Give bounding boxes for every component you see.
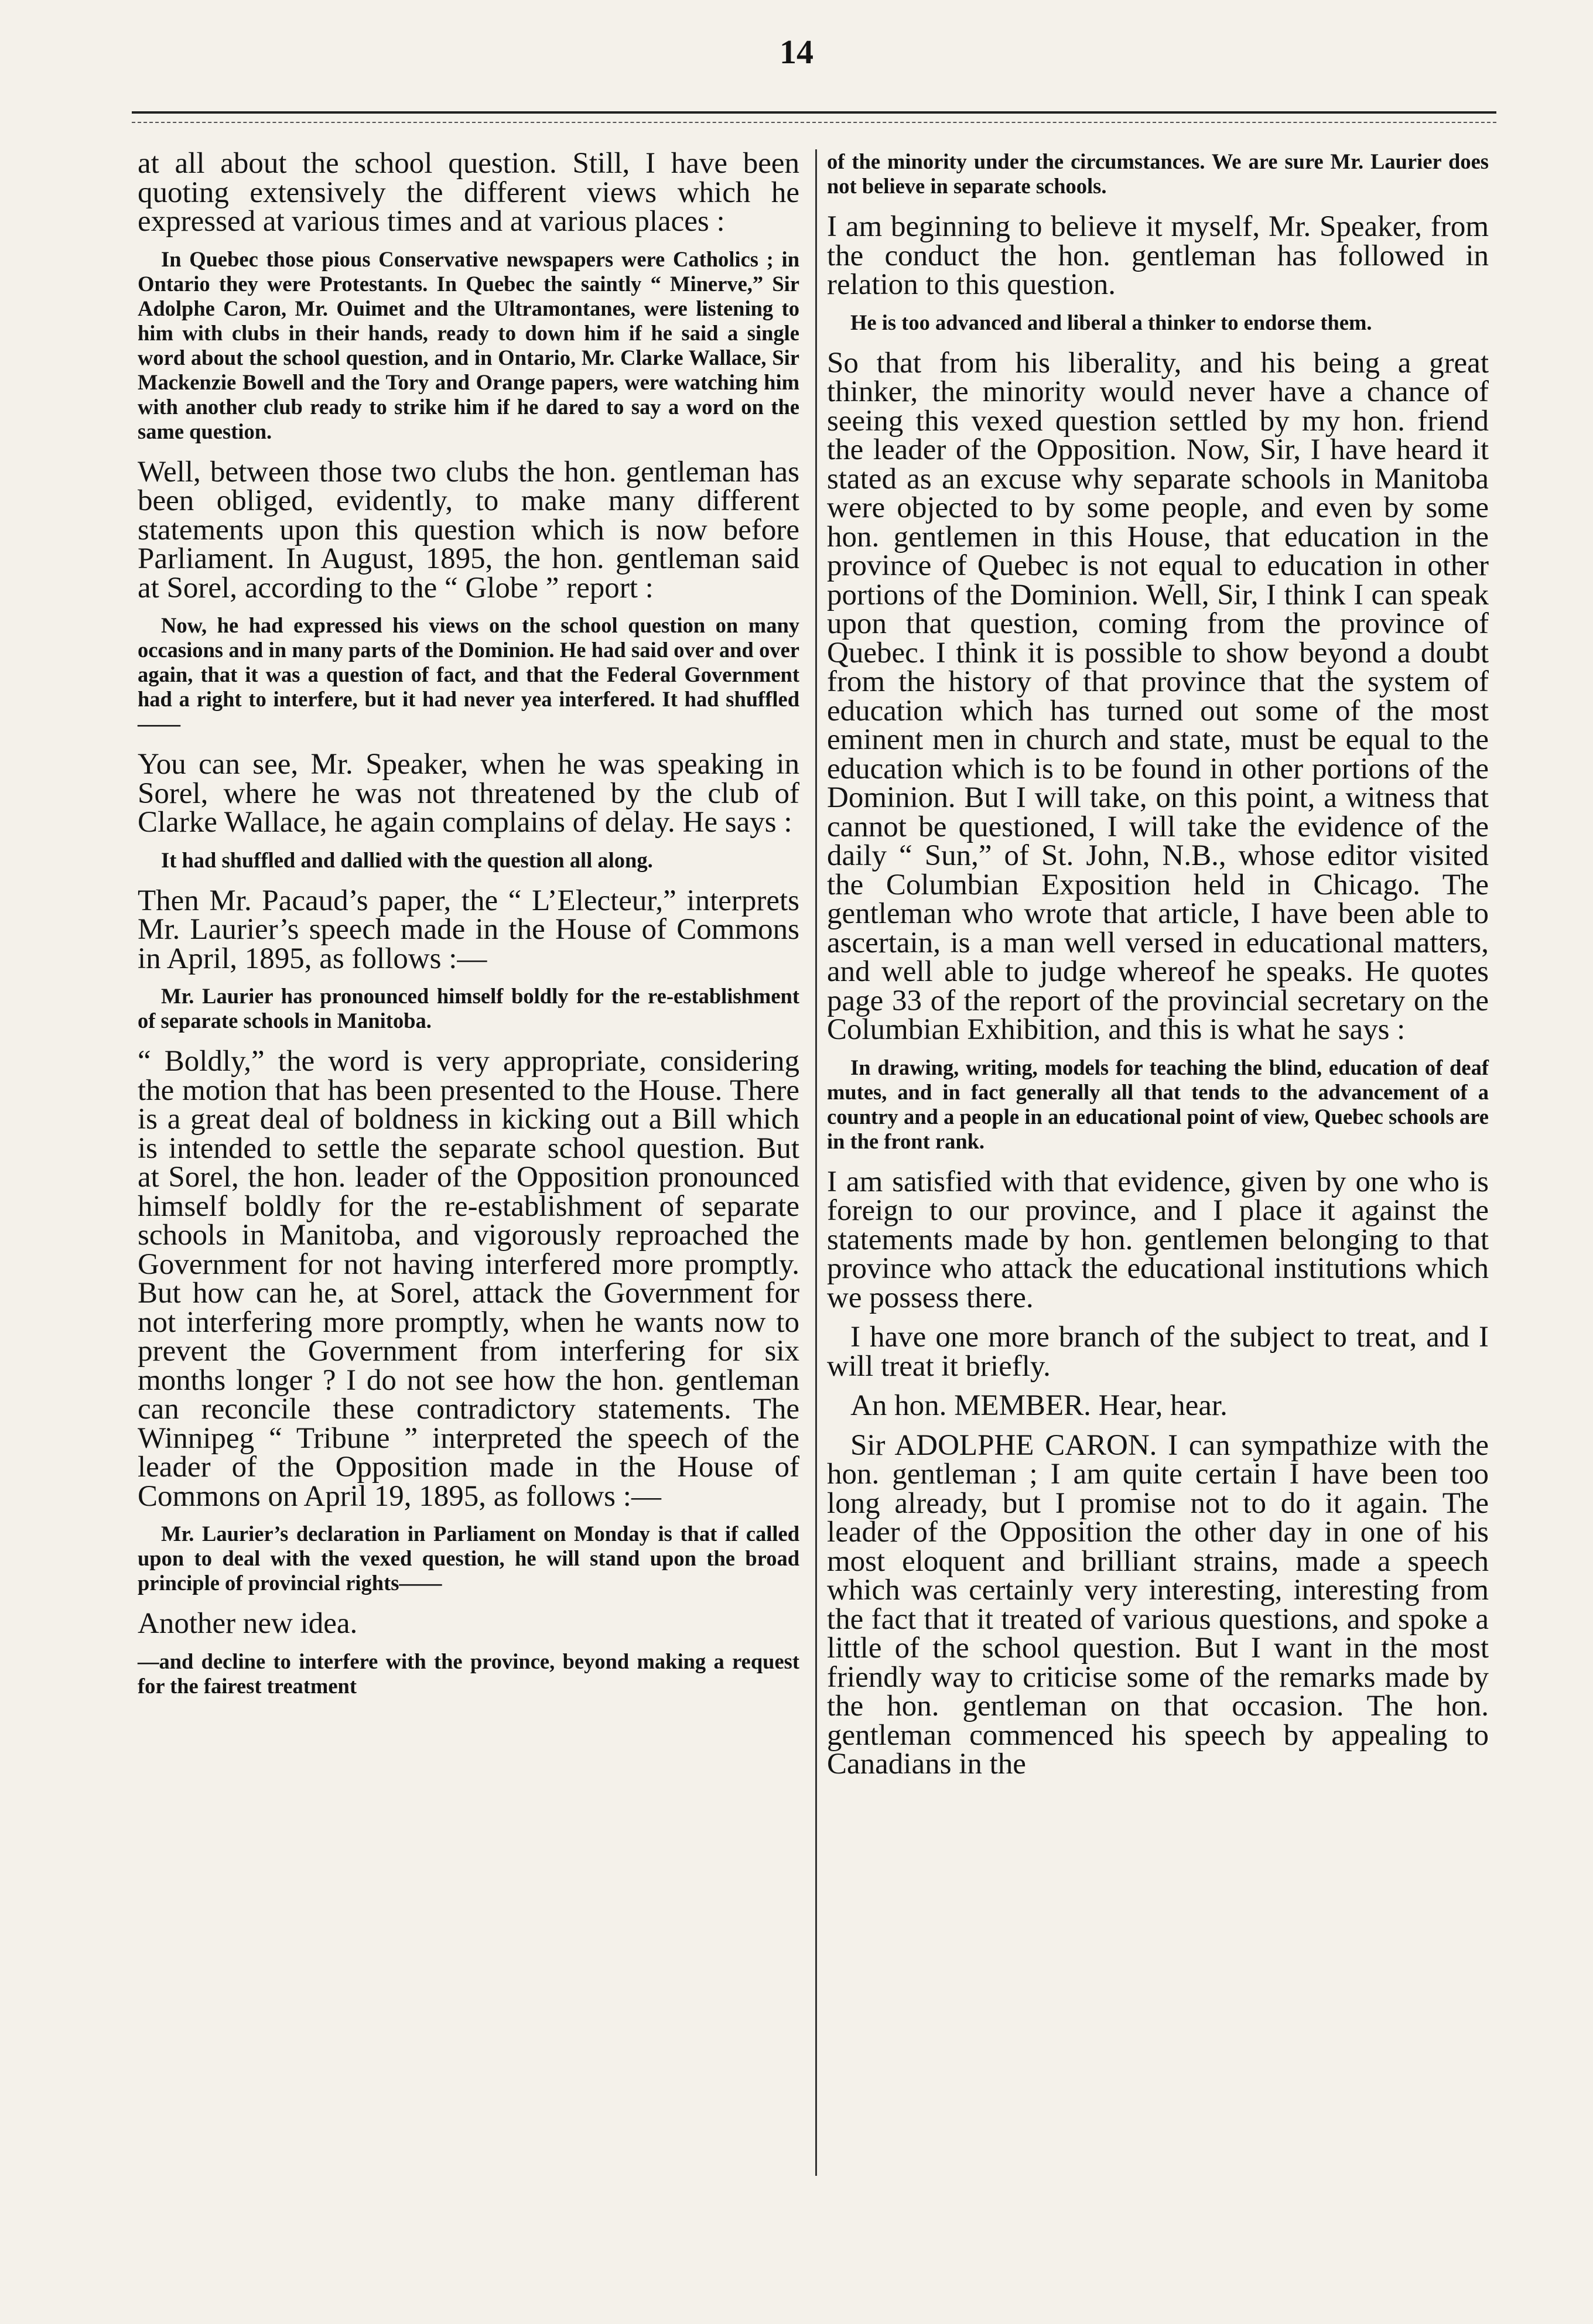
quoted-paragraph: —and decline to interfere with the province, beyond making a request for the fairest treatment <box>138 1649 799 1698</box>
quoted-paragraph: In Quebec those pious Conservative newspapers were Catholics ; in Ontario they were Protestants. In Quebec the saintly “ Minerve,” Sir Adolphe Caron, Mr. Ouimet and the Ultramontanes, were listening to him with clubs in their hands, ready to down him if he said a single word about the school question, and in Ontario, Mr. Clarke Wallace, Sir Mackenzie Bowell and the Tory and Orange papers, were watching him with another club ready to strike him if he dared to say a word on the same question. <box>138 247 799 443</box>
header-rule <box>132 111 1496 123</box>
paragraph: I have one more branch of the subject to treat, and I will treat it briefly. <box>827 1321 1489 1383</box>
paragraph: Then Mr. Pacaud’s paper, the “ L’Electeur,” interprets Mr. Laurier’s speech made in the House of Commons in April, 1895, as follows :— <box>138 884 799 975</box>
paragraph: An hon. MEMBER. Hear, hear. <box>850 1389 1228 1422</box>
quoted-paragraph: of the minority under the circumstances. We are sure Mr. Laurier does not believe in separate schools. <box>827 149 1489 198</box>
quoted-paragraph: He is too advanced and liberal a thinker to endorse them. <box>850 310 1372 334</box>
quoted-paragraph: Mr. Laurier’s declaration in Parliament on Monday is that if called upon to deal with the vexed question, he will stand upon the broad principle of provincial rights—— <box>138 1522 799 1595</box>
paragraph: Another new idea. <box>138 1607 358 1640</box>
paragraph: I am satisfied with that evidence, given by one who is foreign to our province, and I place it against the statements made by hon. gentlemen belonging to that province who attack the educational institutions which we possess there. <box>827 1165 1489 1314</box>
page-number: 14 <box>780 33 813 71</box>
paragraph: So that from his liberality, and his being a great thinker, the minority would never have a chance of seeing this vexed question settled by my hon. friend the leader of the Opposition. Now, Sir, I have heard it stated as an excuse why separate schools in Manitoba were objected to by some people, and even by some hon. gentlemen in this House, that education in the province of Quebec is not equal to education in other portions of the Dominion. Well, Sir, I think I can speak upon that question, coming from the province of Quebec. I think it is possible to show beyond a doubt from the history of that province that the system of education which has turned out some of the most eminent men in church and state, must be equal to the education which is to be found in other portions of the Dominion. But I will take, on this point, a witness that cannot be questioned, I will take the evidence of the daily “ Sun,” of St. John, N.B., whose editor visited the Columbian Exposition held in Chicago. The gentleman who wrote that article, I have been able to ascertain, is a man well versed in educational matters, and well able to judge whereof he speaks. He quotes page 33 of the report of the provincial secretary on the Columbian Exhibition, and this is what he says : <box>827 346 1489 1046</box>
paragraph: at all about the school question. Still, I have been quoting extensively the different views which he expressed at various times and at various places : <box>138 147 799 238</box>
left-column <box>138 149 799 1713</box>
paragraph: Sir ADOLPHE CARON. I can sympathize with the hon. gentleman ; I am quite certain I have been too long already, but I promise not to do it again. The leader of the Opposition the other day in one of his most eloquent and brilliant strains, made a speech which was certainly very interesting, interesting from the fact that it treated of various questions, and spoke a little of the school question. But I want in the most friendly way to criticise some of the remarks made by the hon. gentleman on that occasion. The hon. gentleman commenced his speech by appealing to Canadians in the <box>827 1428 1489 1780</box>
right-column <box>827 149 1489 1790</box>
quoted-paragraph: In drawing, writing, models for teaching the blind, education of deaf mutes, and in fact generally all that tends to the advancement of a country and a people in an educational point of view, Quebec schools are in the front rank. <box>827 1055 1489 1153</box>
quoted-paragraph: Mr. Laurier has pronounced himself boldly for the re-establishment of separate schools in Manitoba. <box>138 984 799 1033</box>
paragraph: “ Boldly,” the word is very appropriate, considering the motion that has been presented to the House. There is a great deal of boldness in kicking out a Bill which is intended to settle the separate school question. But at Sorel, the hon. leader of the Opposition pronounced himself boldly for the re-establishment of separate schools in Manitoba, and vigorously reproached the Government for not having interfered more promptly. But how can he, at Sorel, attack the Government for not interfering more promptly, when he wants now to prevent the Government from interfering for six months longer ? I do not see how the hon. gentleman can reconcile these contradictory statements. The Winnipeg “ Tribune ” interpreted the speech of the leader of the Opposition made in the House of Commons on April 19, 1895, as follows :— <box>138 1045 799 1513</box>
quoted-paragraph: Now, he had expressed his views on the school question on many occasions and in many parts of the Dominion. He had said over and over again, that it was a question of fact, and that the Federal Government had a right to interfere, but it had never yea interfered. It had shuffled—— <box>138 613 799 736</box>
column-divider <box>815 149 817 2176</box>
paragraph: I am beginning to believe it myself, Mr. Speaker, from the conduct the hon. gentleman has followed in relation to this question. <box>827 210 1489 301</box>
paragraph: Well, between those two clubs the hon. gentleman has been obliged, evidently, to make many different statements upon this question which is now before Parliament. In August, 1895, the hon. gentleman said at Sorel, according to the “ Globe ” report : <box>138 455 799 604</box>
quoted-paragraph: It had shuffled and dallied with the question all along. <box>161 847 653 872</box>
paragraph: You can see, Mr. Speaker, when he was speaking in Sorel, where he was not threatened by the club of Clarke Wallace, he again complains of delay. He says : <box>138 748 799 839</box>
